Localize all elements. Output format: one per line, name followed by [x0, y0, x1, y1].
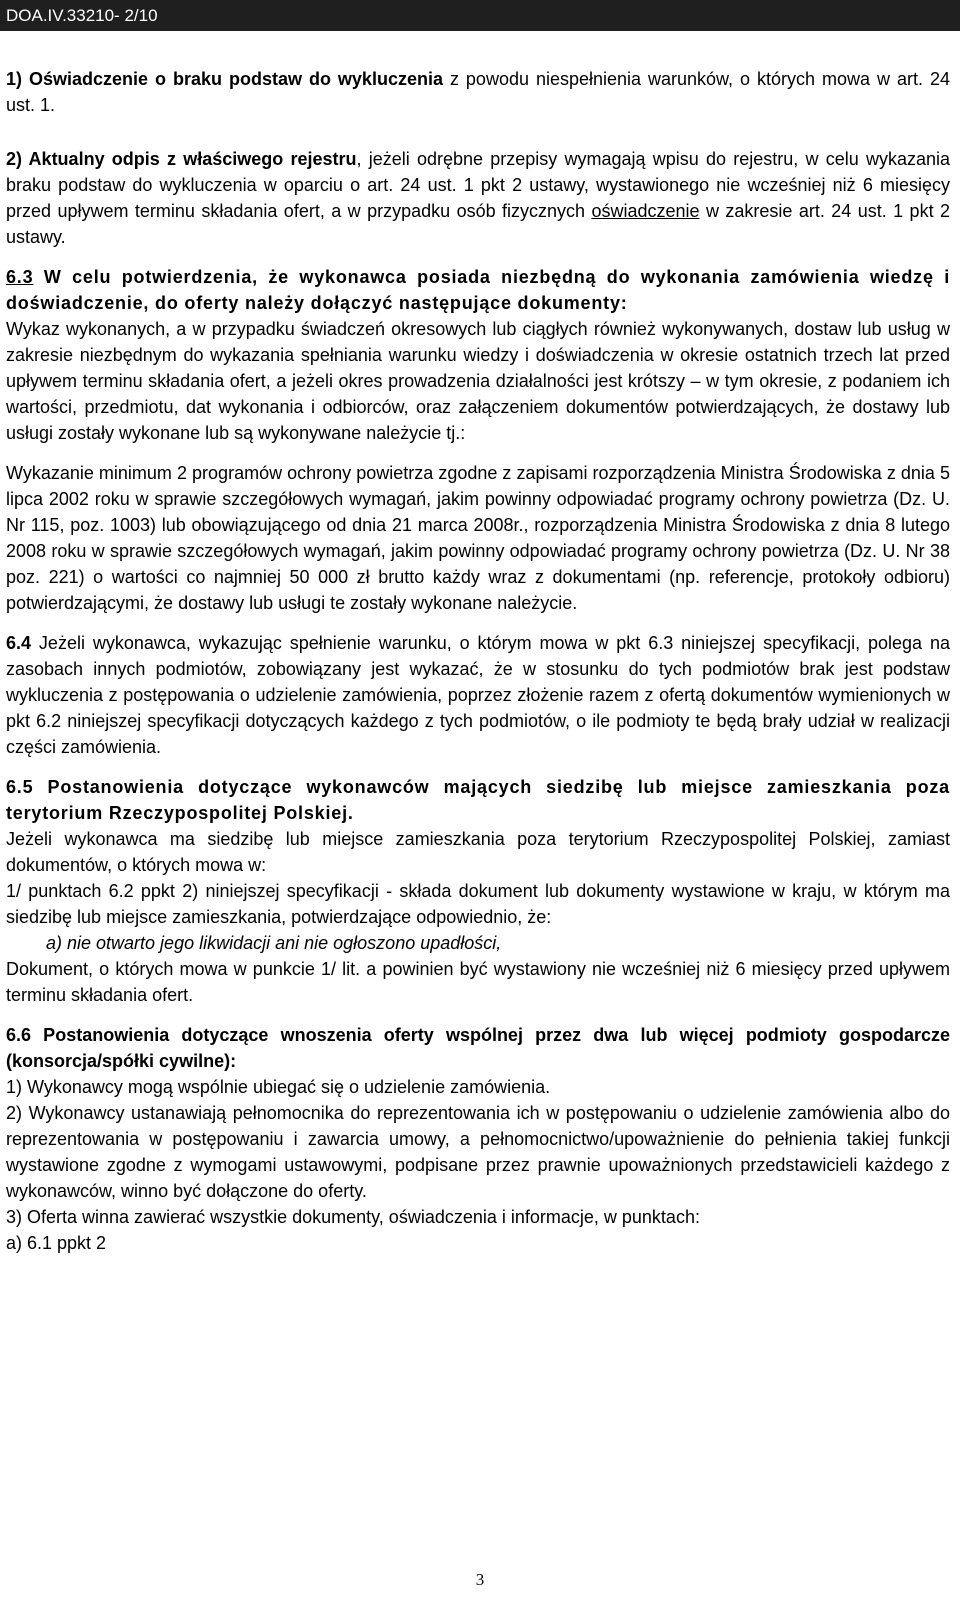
document-id: DOA.IV.33210- 2/10 — [6, 6, 158, 25]
section-6-5-heading: 6.5 Postanowienia dotyczące wykonawców mających siedzibę lub miejsce zamieszkania poza terytorium Rzeczypospolitej Polskiej. — [6, 777, 950, 823]
section-6-5-intro: Jeżeli wykonawca ma siedzibę lub miejsce zamieszkania poza terytorium Rzeczypospolitej Polskiej, zamiast dokumentów, o których mowa w: — [6, 829, 950, 875]
section-number: 6.4 — [6, 633, 32, 653]
page-number: 3 — [475, 1570, 485, 1589]
section-6-5-item-1a: a) nie otwarto jego likwidacji ani nie ogłoszono upadłości, — [46, 933, 502, 953]
section-6-3-requirement: Wykazanie minimum 2 programów ochrony powietrza zgodne z zapisami rozporządzenia Ministra Środowiska z dnia 5 lipca 2002 roku w sprawie szczegółowych wymagań, jakim powinny odpowiadać programy ochrony powietrza (Dz. U. Nr 115, poz. 1003) lub obowiązującego od dnia 21 marca 2008r., rozporządzenia Ministra Środowiska z dnia 8 lutego 2008 roku w sprawie szczegółowych wymagań, jakim powinny odpowiadać programy ochrony powietrza (Dz. U. Nr 38 poz. 221) o wartości co najmniej 50 000 zł brutto każdy wraz z dokumentami (np. referencje, protokoły odbioru) potwierdzającymi, że dostawy lub usługi te zostały wykonane należycie. — [6, 463, 950, 613]
section-6-6-heading: 6.6 Postanowienia dotyczące wnoszenia oferty wspólnej przez dwa lub więcej podmioty gospodarcze (konsorcja/spółki cywilne): — [6, 1025, 950, 1071]
item-2-text-a: , jeżeli odrębne przepisy wymagają wpisu do rejestru, w celu wykazania braku podstaw do wykluczenia w oparciu o art. 24 ust. 1 pkt 2 ustawy, wystawionego nie wcześniej niż 6 miesięcy przed upływem terminu składania ofert, a w przypadku osób fizycznych — [6, 149, 950, 221]
list-item-statement — [6, 66, 950, 118]
section-number: 6.3 — [6, 267, 34, 287]
item-2-text-b: w zakresie art. 24 ust. 1 pkt 2 ustawy. — [6, 201, 950, 247]
section-6-3-body: Wykaz wykonanych, a w przypadku świadczeń okresowych lub ciągłych również wykonywanych, dostaw lub usług w zakresie niezbędnym do wykazania spełniania warunku wiedzy i doświadczenia w okresie ostatnich trzech lat przed upływem terminu składania ofert, a jeżeli okres prowadzenia działalności jest krótszy – w tym okresie, z podaniem ich wartości, przedmiotu, dat wykonania i odbiorców, oraz załączeniem dokumentów potwierdzających, że dostawy lub usługi zostały wykonane lub są wykonywane należycie tj.: — [6, 319, 950, 443]
section-6-6-item-3: 3) Oferta winna zawierać wszystkie dokumenty, oświadczenia i informacje, w punktach: — [6, 1207, 700, 1227]
section-6-5-closing: Dokument, o których mowa w punkcie 1/ lit. a powinien być wystawiony nie wcześniej niż 6 miesięcy przed upływem terminu składania ofert. — [6, 959, 950, 1005]
document-id-bar — [0, 0, 960, 31]
section-6-6-item-3a: a) 6.1 ppkt 2 — [6, 1233, 107, 1253]
list-item-register — [6, 146, 950, 250]
section-6-6-item-2: 2) Wykonawcy ustanawiają pełnomocnika do reprezentowania ich w postępowaniu o udzielenie zamówienia albo do reprezentowania w postępowaniu i zawarcia umowy, a pełnomocnictwo/upoważnienie do pełnienia takiej funkcji wystawione zgodne z wymogami ustawowymi, podpisane przez prawnie upoważnionych przedstawicieli każdego z wykonawców, winno być dołączone do oferty. — [6, 1103, 950, 1201]
item-2-title: 2) Aktualny odpis z właściwego rejestru — [6, 149, 357, 169]
section-6-4 — [6, 630, 950, 760]
section-body: Jeżeli wykonawca, wykazując spełnienie warunku, o którym mowa w pkt 6.3 niniejszej specyfikacji, polega na zasobach innych podmiotów, zobowiązany jest wykazać, że w stosunku do tych podmiotów brak jest podstaw wykluczenia z postępowania o udzielenie zamówienia, poprzez złożenie razem z ofertą dokumentów wymienionych w pkt 6.2 niniejszej specyfikacji dotyczących każdego z tych podmiotów, o ile podmioty te będą brały udział w realizacji części zamówienia. — [6, 633, 950, 757]
section-6-6-item-1: 1) Wykonawcy mogą wspólnie ubiegać się o udzielenie zamówienia. — [6, 1077, 551, 1097]
item-1-text: z powodu niespełnienia warunków, o których mowa w art. 24 ust. 1. — [6, 69, 950, 115]
section-heading-text: W celu potwierdzenia, że wykonawca posiada niezbędną do wykonania zamówienia wiedzę i doświadczenie, do oferty należy dołączyć następujące dokumenty: — [6, 267, 950, 313]
item-2-underlined: oświadczenie — [591, 201, 700, 221]
section-6-5-item-1: 1/ punktach 6.2 ppkt 2) niniejszej specyfikacji - składa dokument lub dokumenty wystawione w kraju, w którym ma siedzibę lub miejsce zamieszkania, potwierdzające odpowiednio, że: — [6, 881, 950, 927]
item-1-title: 1) Oświadczenie o braku podstaw do wykluczenia — [6, 69, 443, 89]
section-6-3-heading — [6, 264, 950, 316]
document-page — [6, 66, 950, 1256]
